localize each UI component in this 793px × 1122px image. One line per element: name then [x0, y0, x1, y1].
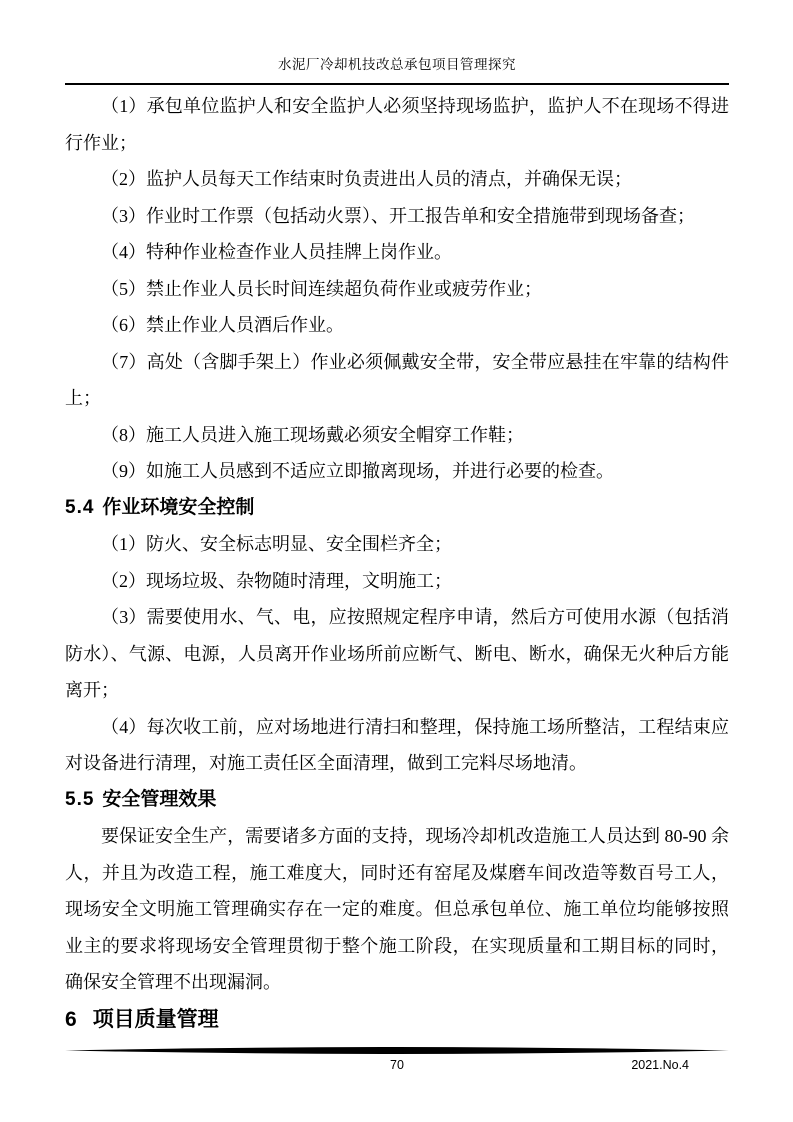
section-number: 5.4: [65, 496, 95, 518]
running-header: [65, 56, 729, 85]
list-item: （4）特种作业检查作业人员挂牌上岗作业。: [101, 242, 452, 262]
section-title: 作业环境安全控制: [102, 496, 255, 518]
section-heading-5-4: [65, 490, 729, 527]
section-title: 安全管理效果: [102, 788, 217, 810]
issue-label: 2021.No.4: [631, 1058, 689, 1072]
list-item: （3）需要使用水、气、电，应按照规定程序申请，然后方可使用水源（包括消防水）、气源、电源，人员离开作业场所前应断气、断电、断水，确保无火种后方能离开；: [65, 607, 729, 700]
footer-rule: [65, 1046, 729, 1055]
page-body: [65, 88, 729, 1038]
section-number: 6: [65, 1007, 77, 1031]
list-item: （1）防火、安全标志明显、安全围栏齐全；: [101, 534, 452, 554]
section-heading-6: [65, 1001, 729, 1038]
list-item: （4）每次收工前，应对场地进行清扫和整理，保持施工场所整洁，工程结束应对设备进行清理，对施工责任区全面清理，做到工完料尽场地清。: [65, 716, 729, 773]
list-item: （1）承包单位监护人和安全监护人必须坚持现场监护，监护人不在现场不得进行作业；: [65, 96, 729, 153]
running-header-title: 水泥厂冷却机技改总承包项目管理探究: [278, 57, 516, 72]
list-item: （7）高处（含脚手架上）作业必须佩戴安全带，安全带应悬挂在牢靠的结构件上；: [65, 351, 729, 408]
list-item: （2）监护人员每天工作结束时负责进出人员的清点，并确保无误；: [101, 169, 632, 189]
list-item: （5）禁止作业人员长时间连续超负荷作业或疲劳作业；: [101, 278, 542, 299]
page-number: 70: [390, 1058, 404, 1072]
list-item: （2）现场垃圾、杂物随时清理，文明施工；: [101, 570, 452, 591]
page-footer: [65, 1046, 729, 1075]
list-item: （9）如施工人员感到不适应立即撤离现场，并进行必要的检查。: [101, 461, 614, 481]
paragraph: 要保证安全生产，需要诸多方面的支持，现场冷却机改造施工人员达到 80-90 余人，并且为改造工程，施工难度大，同时还有窑尾及煤磨车间改造等数百号工人，现场安全文明施工管理确实存在一定的难度。但总承包单位、施工单位均能够按照业主的要求将现场安全管理贯彻于整个施工阶段，在实现质量和工期目标的同时，确保安全管理不出现漏洞。: [65, 826, 729, 992]
footer-row: [65, 1057, 729, 1075]
section-title: 项目质量管理: [92, 1007, 219, 1031]
list-item: （6）禁止作业人员酒后作业。: [101, 315, 344, 335]
list-item: （3）作业时工作票（包括动火票）、开工报告单和安全措施带到现场备查；: [101, 205, 695, 226]
section-heading-5-5: [65, 782, 729, 819]
list-item: （8）施工人员进入施工现场戴必须安全帽穿工作鞋；: [101, 424, 524, 445]
section-number: 5.5: [65, 788, 95, 810]
